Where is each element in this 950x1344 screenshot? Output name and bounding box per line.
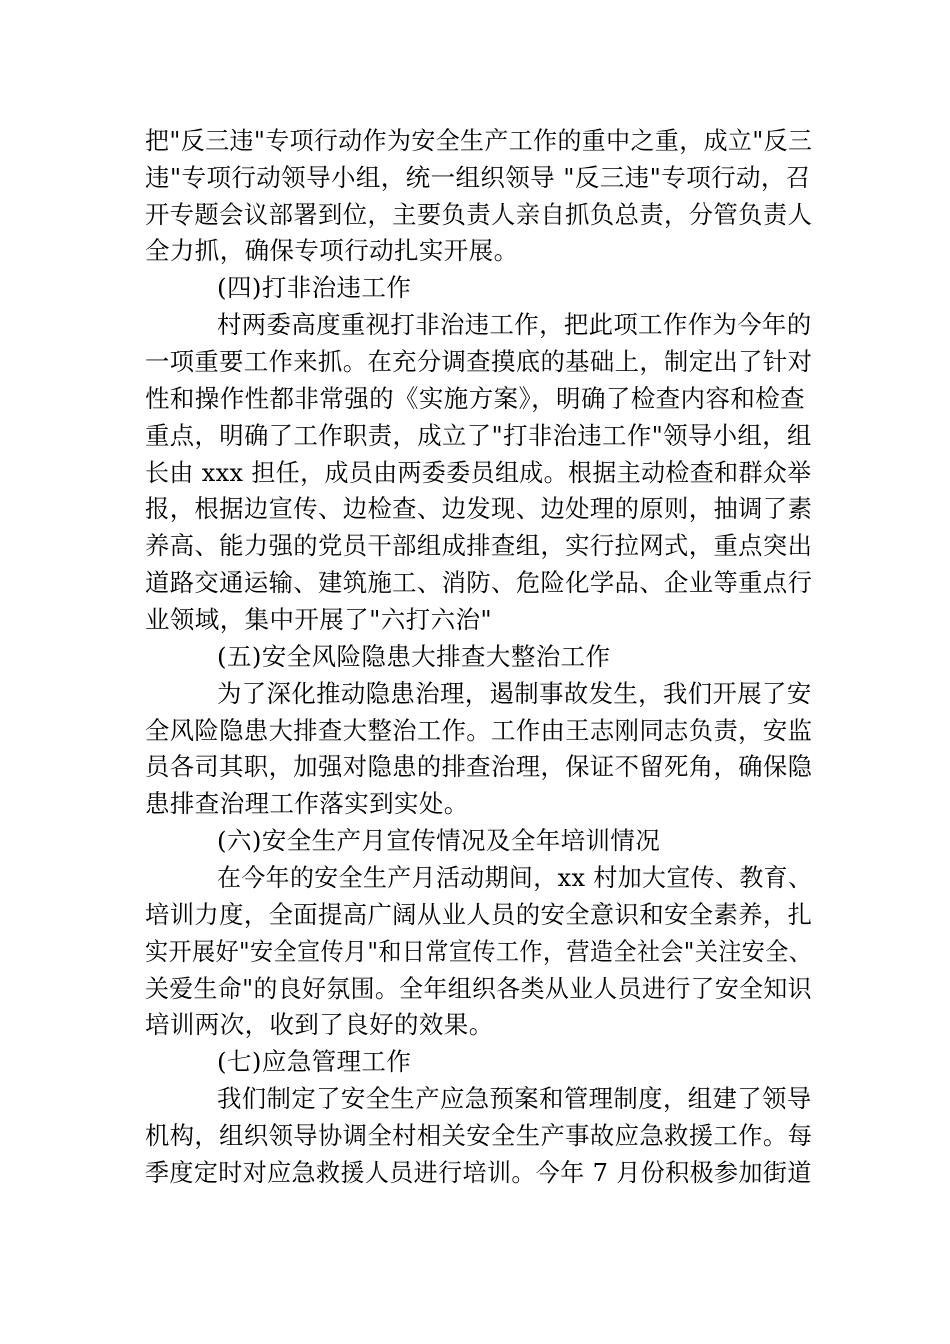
text-line: 为了深化推动隐患治理，遏制事故发生，我们开展了安 — [217, 679, 812, 708]
text-line: 关爱生命"的良好氛围。全年组织各类从业人员进行了安全知识 — [145, 974, 812, 1003]
text-line: 一项重要工作来抓。在充分调查摸底的基础上，制定出了针对 — [145, 347, 813, 376]
text-line: 把"反三违"专项行动作为安全生产工作的重中之重，成立"反三 — [145, 126, 813, 155]
text-line: 机构，组织领导协调全村相关安全生产事故应急救援工作。每 — [145, 1121, 813, 1150]
text-line: 开专题会议部署到位，主要负责人亲自抓负总责，分管负责人 — [145, 200, 813, 229]
text-line: 我们制定了安全生产应急预案和管理制度，组建了领导 — [217, 1084, 812, 1113]
section-heading: (六)安全生产月宣传情况及全年培训情况 — [217, 826, 661, 855]
text-line: 长由 xxx 担任，成员由两委委员组成。根据主动检查和群众举 — [145, 458, 812, 487]
text-line: 报，根据边宣传、边检查、边发现、边处理的原则，抽调了素 — [145, 494, 813, 523]
text-line: 员各司其职，加强对隐患的排查治理，保证不留死角，确保隐 — [145, 752, 813, 781]
section-heading: (七)应急管理工作 — [217, 1047, 412, 1076]
text-line: 培训两次，收到了良好的效果。 — [145, 1010, 494, 1039]
text-line: 违"专项行动领导小组，统一组织领导 "反三违"专项行动，召 — [145, 163, 811, 192]
text-line: 全风险隐患大排查大整治工作。工作由王志刚同志负责，安监 — [145, 716, 813, 745]
text-line: 养高、能力强的党员干部组成排查组，实行拉网式，重点突出 — [145, 531, 813, 560]
text-line: 道路交通运输、建筑施工、消防、危险化学品、企业等重点行 — [145, 568, 813, 597]
text-line: 业领域，集中开展了"六打六治" — [145, 605, 493, 634]
text-line: 患排查治理工作落实到实处。 — [145, 789, 469, 818]
text-line: 实开展好"安全宣传月"和日常宣传工作，营造全社会"关注安全、 — [145, 937, 813, 966]
text-line: 季度定时对应急救援人员进行培训。今年 7 月份积极参加街道 — [145, 1158, 812, 1187]
text-line: 重点，明确了工作职责，成立了"打非治违工作"领导小组，组 — [145, 421, 812, 450]
text-line: 在今年的安全生产月活动期间，xx 村加大宣传、教育、 — [217, 863, 813, 892]
text-line: 性和操作性都非常强的《实施方案》，明确了检查内容和检查 — [145, 384, 806, 413]
text-line: 全力抓，确保专项行动扎实开展。 — [145, 236, 519, 265]
section-heading: (四)打非治违工作 — [217, 273, 412, 302]
text-line: 培训力度，全面提高广阔从业人员的安全意识和安全素养，扎 — [145, 900, 813, 929]
text-line: 村两委高度重视打非治违工作，把此项工作作为今年的 — [217, 310, 812, 339]
section-heading: (五)安全风险隐患大排查大整治工作 — [217, 642, 611, 671]
